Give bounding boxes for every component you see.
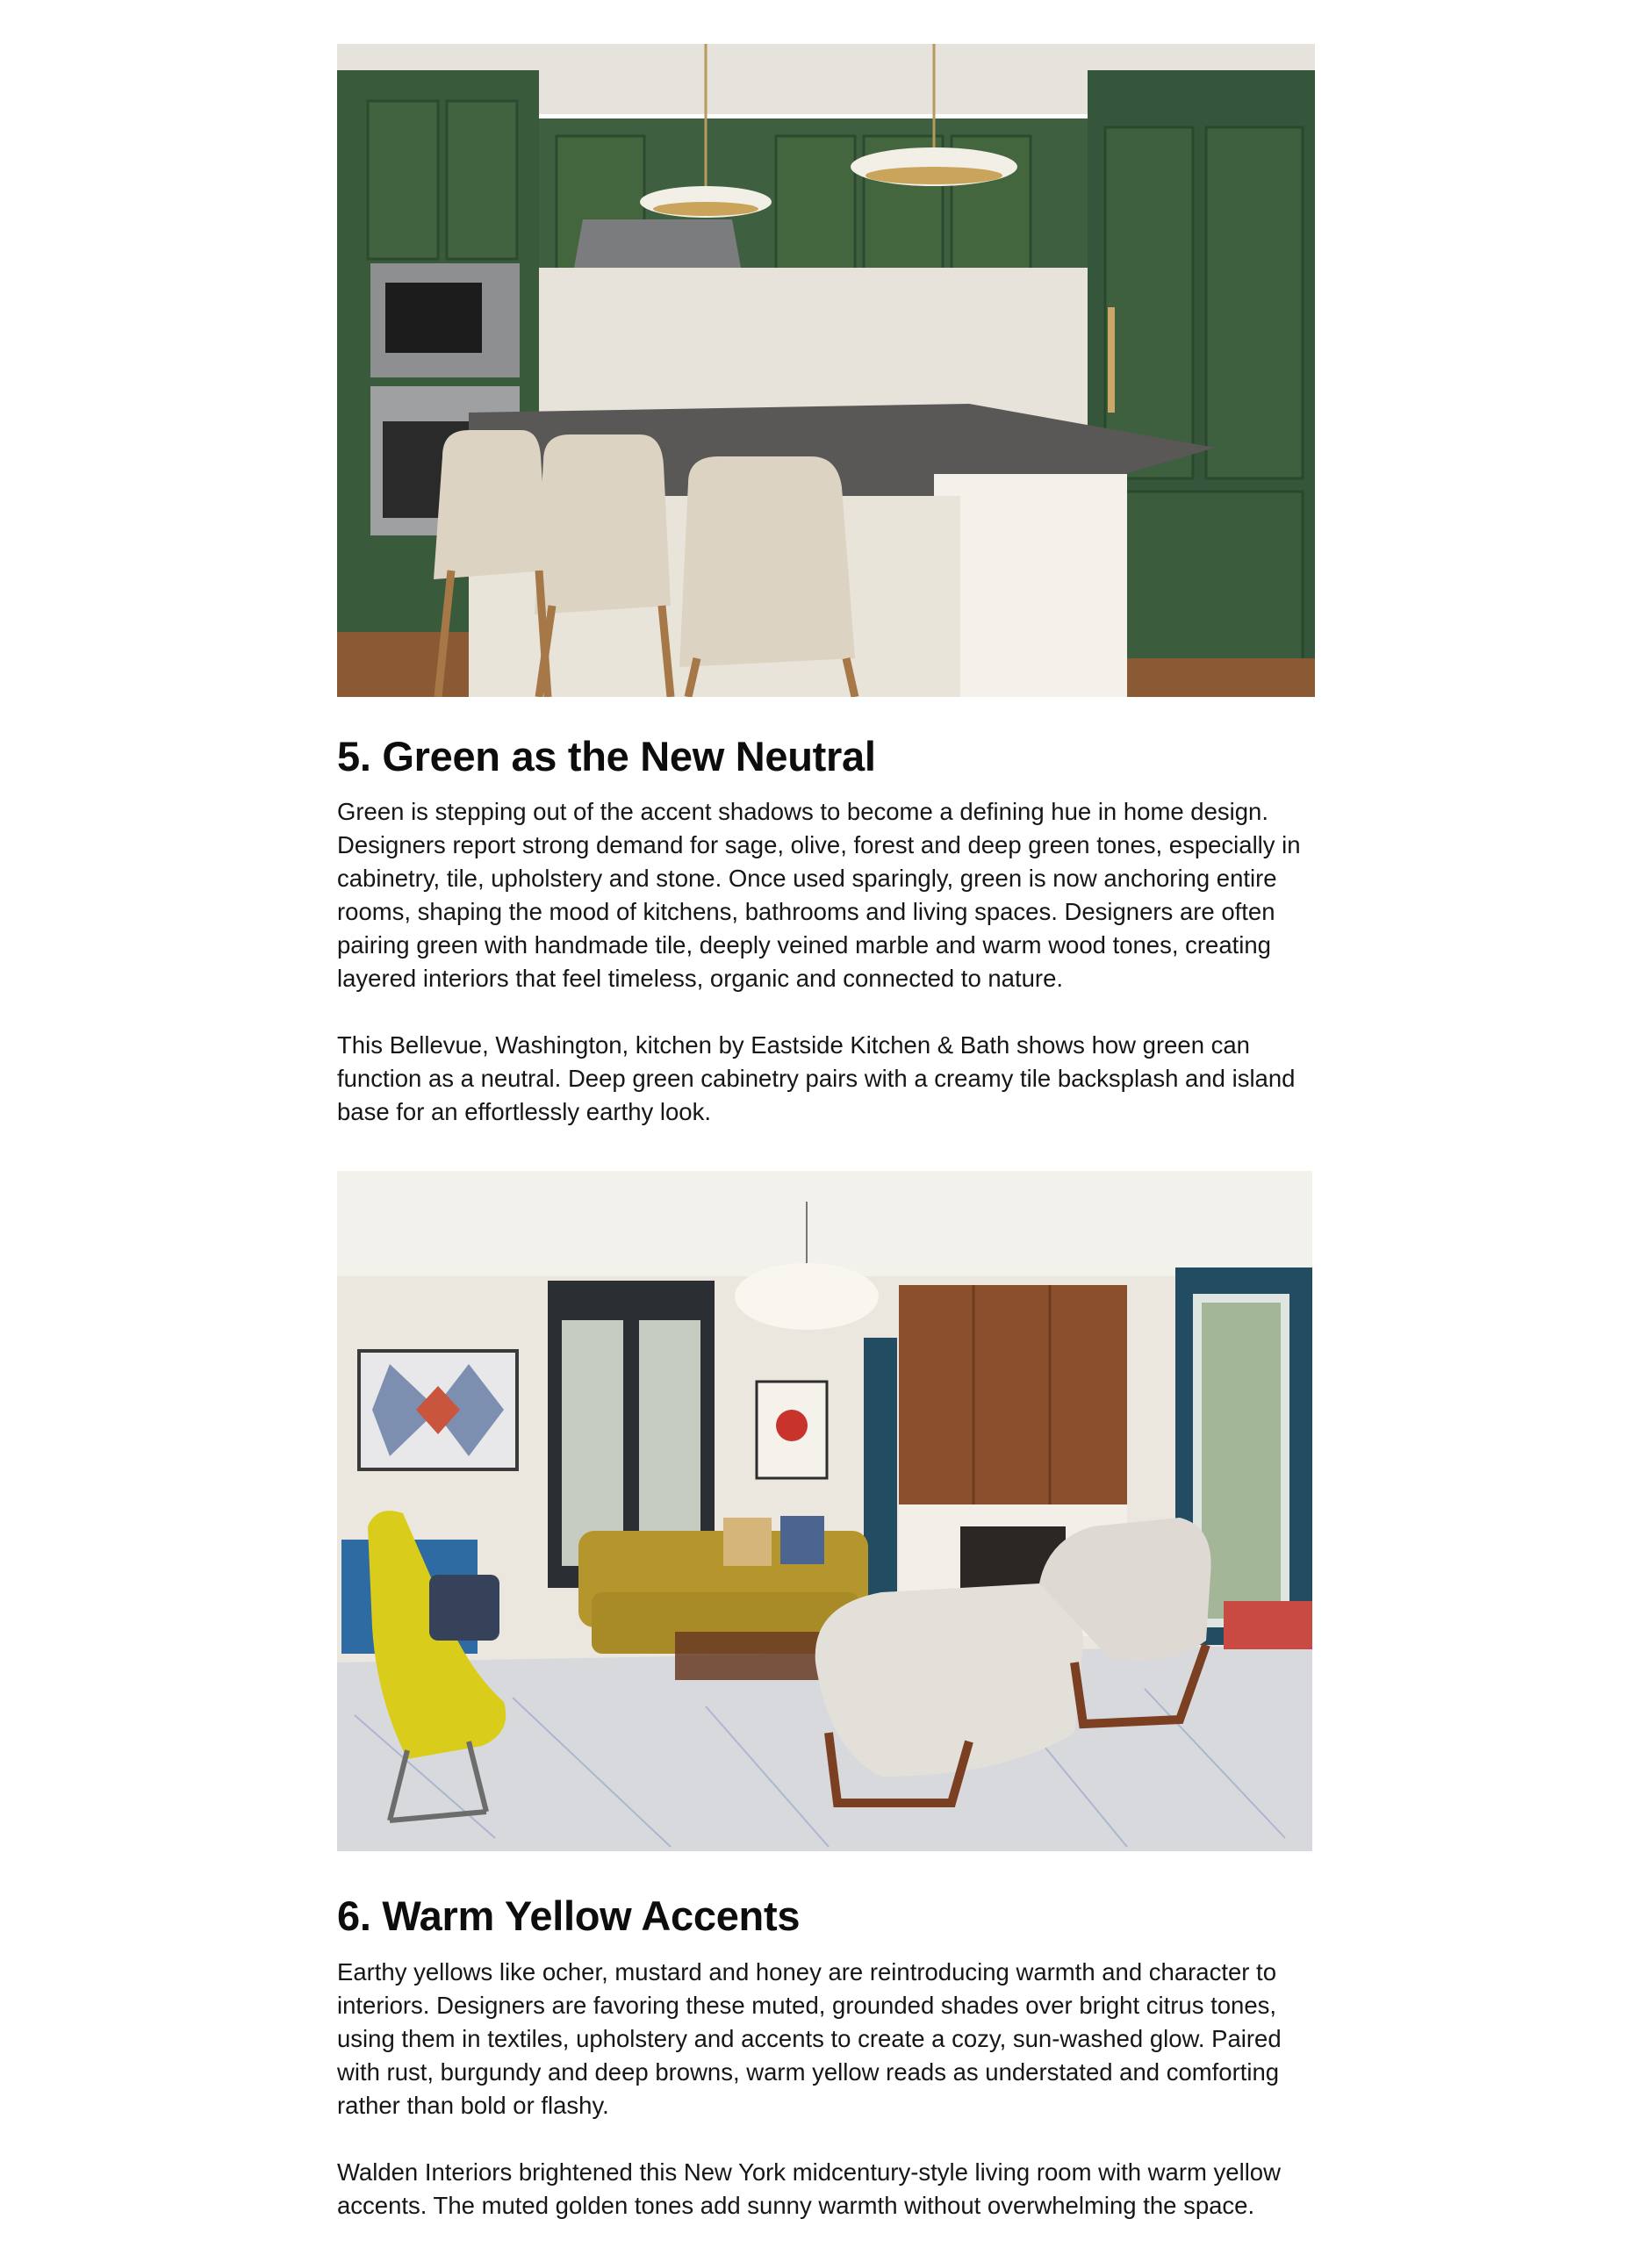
paragraph: Earthy yellows like ocher, mustard and honey are reintroducing warmth and character to interiors. Designers are favoring these muted, grounded shades over bright citrus tones, using them in textiles, upholstery and accents to create a cozy, sun-washed glow. Paired with rust, burgundy and deep browns, warm yellow reads as understated and comforting rather than bold or flashy. (337, 1958, 1282, 2119)
section-heading: 5. Green as the New Neutral (337, 733, 876, 779)
living-room-photo (337, 1171, 1312, 1851)
photo-caption-paragraph: This Bellevue, Washington, kitchen by Eastside Kitchen & Bath shows how green can function as a neutral. Deep green cabinetry pairs with a creamy tile backsplash and island base for an effortlessly earthy look. (337, 1031, 1296, 1125)
paragraph: Green is stepping out of the accent shadows to become a defining hue in home design. Designers report strong demand for sage, olive, forest and deep green tones, especially in cabinetry, tile, upholstery and stone. Once used sparingly, green is now anchoring entire rooms, shaping the mood of kitchens, bathrooms and living spaces. Designers are often pairing green with handmade tile, deeply veined marble and warm wood tones, creating layered interiors that feel timeless, organic and connected to nature. (337, 798, 1301, 992)
kitchen-photo (337, 44, 1315, 697)
photo-caption-paragraph: Walden Interiors brightened this New York midcentury-style living room with warm yellow accents. The muted golden tones add sunny warmth without overwhelming the space. (337, 2158, 1281, 2219)
section-heading: 6. Warm Yellow Accents (337, 1892, 801, 1939)
